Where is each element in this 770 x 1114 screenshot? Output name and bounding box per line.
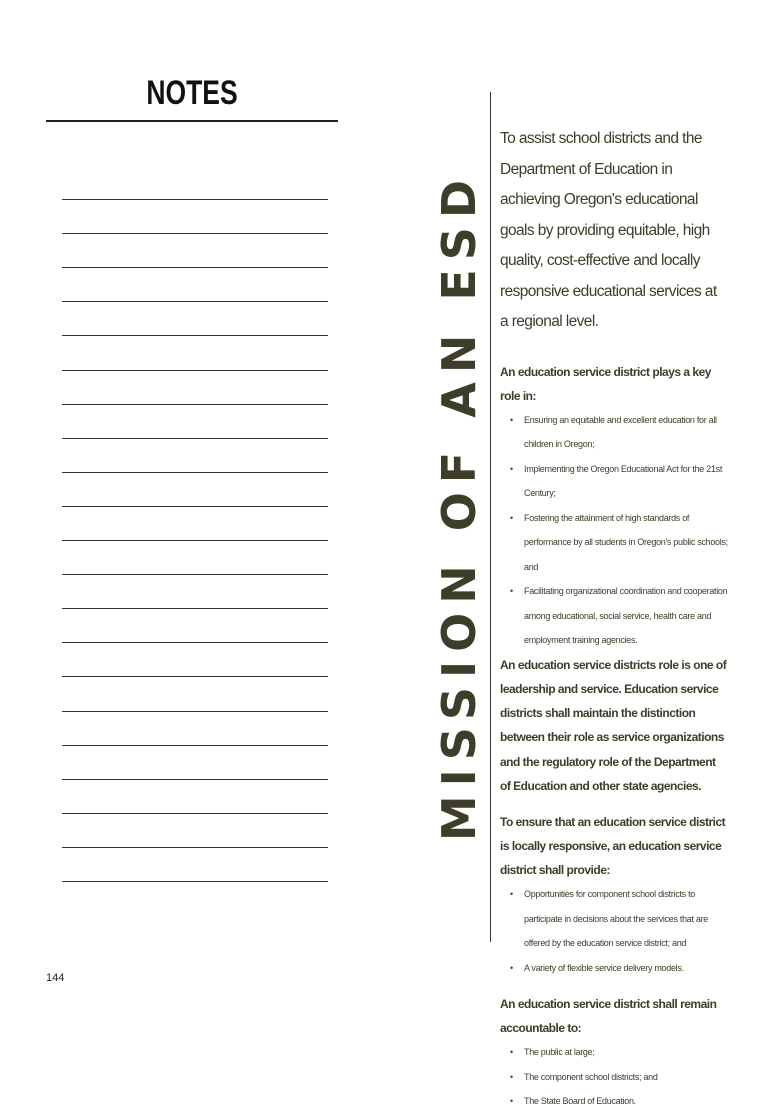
notes-title-rule bbox=[46, 120, 338, 122]
list-item: • The public at large; bbox=[500, 1040, 728, 1065]
key-role-list bbox=[500, 408, 728, 653]
note-line bbox=[62, 608, 328, 609]
key-role-heading: An education service district plays a key role in: bbox=[500, 364, 711, 403]
vertical-divider bbox=[490, 92, 491, 942]
note-line bbox=[62, 404, 328, 405]
note-line bbox=[62, 301, 328, 302]
role-paragraph: An education service districts role is one of leadership and service. Education service districts shall maintain the distinction between their role as service organizations and the regulatory role of the Department of Education and other state agencies. bbox=[500, 657, 727, 793]
mission-content bbox=[500, 124, 728, 1114]
list-item: • Fostering the attainment of high standards of performance by all students in Oregon's public schools; and bbox=[500, 506, 728, 580]
note-line bbox=[62, 847, 328, 848]
page-number: 144 bbox=[46, 972, 65, 984]
vertical-title-container bbox=[432, 92, 486, 920]
note-line bbox=[62, 540, 328, 541]
note-line bbox=[62, 676, 328, 677]
list-item: • Opportunities for component school districts to participate in decisions about the services that are offered by the education service district; and bbox=[500, 882, 728, 956]
note-line bbox=[62, 813, 328, 814]
list-item: • The State Board of Education. bbox=[500, 1089, 728, 1114]
list-item: • Implementing the Oregon Educational Act for the 21st Century; bbox=[500, 457, 728, 506]
note-line bbox=[62, 642, 328, 643]
list-item: • The component school districts; and bbox=[500, 1065, 728, 1090]
note-line bbox=[62, 574, 328, 575]
note-line bbox=[62, 881, 328, 882]
note-line bbox=[62, 438, 328, 439]
responsive-heading: To ensure that an education service district is locally responsive, an education service district shall provide: bbox=[500, 815, 726, 878]
note-line bbox=[62, 199, 328, 200]
notes-title: NOTES bbox=[146, 74, 238, 112]
note-line bbox=[62, 711, 328, 712]
note-line bbox=[62, 370, 328, 371]
vertical-title: MISSION OF AN ESD bbox=[432, 170, 486, 842]
note-line bbox=[62, 267, 328, 268]
mission-statement: To assist school districts and the Department of Education in achieving Oregon's educational goals by providing equitable, high quality, cost-effective and locally responsive educational services at a regional level. bbox=[500, 130, 717, 330]
note-line bbox=[62, 233, 328, 234]
list-item: • Ensuring an equitable and excellent education for all children in Oregon; bbox=[500, 408, 728, 457]
accountable-list bbox=[500, 1040, 728, 1114]
note-line bbox=[62, 745, 328, 746]
note-line bbox=[62, 472, 328, 473]
note-line bbox=[62, 506, 328, 507]
responsive-list bbox=[500, 882, 728, 980]
accountable-heading: An education service district shall remain accountable to: bbox=[500, 997, 717, 1036]
note-line bbox=[62, 335, 328, 336]
list-item: • A variety of flexible service delivery models. bbox=[500, 956, 728, 981]
note-line bbox=[62, 779, 328, 780]
list-item: • Facilitating organizational coordination and cooperation among educational, social service, health care and employment training agencies. bbox=[500, 579, 728, 653]
